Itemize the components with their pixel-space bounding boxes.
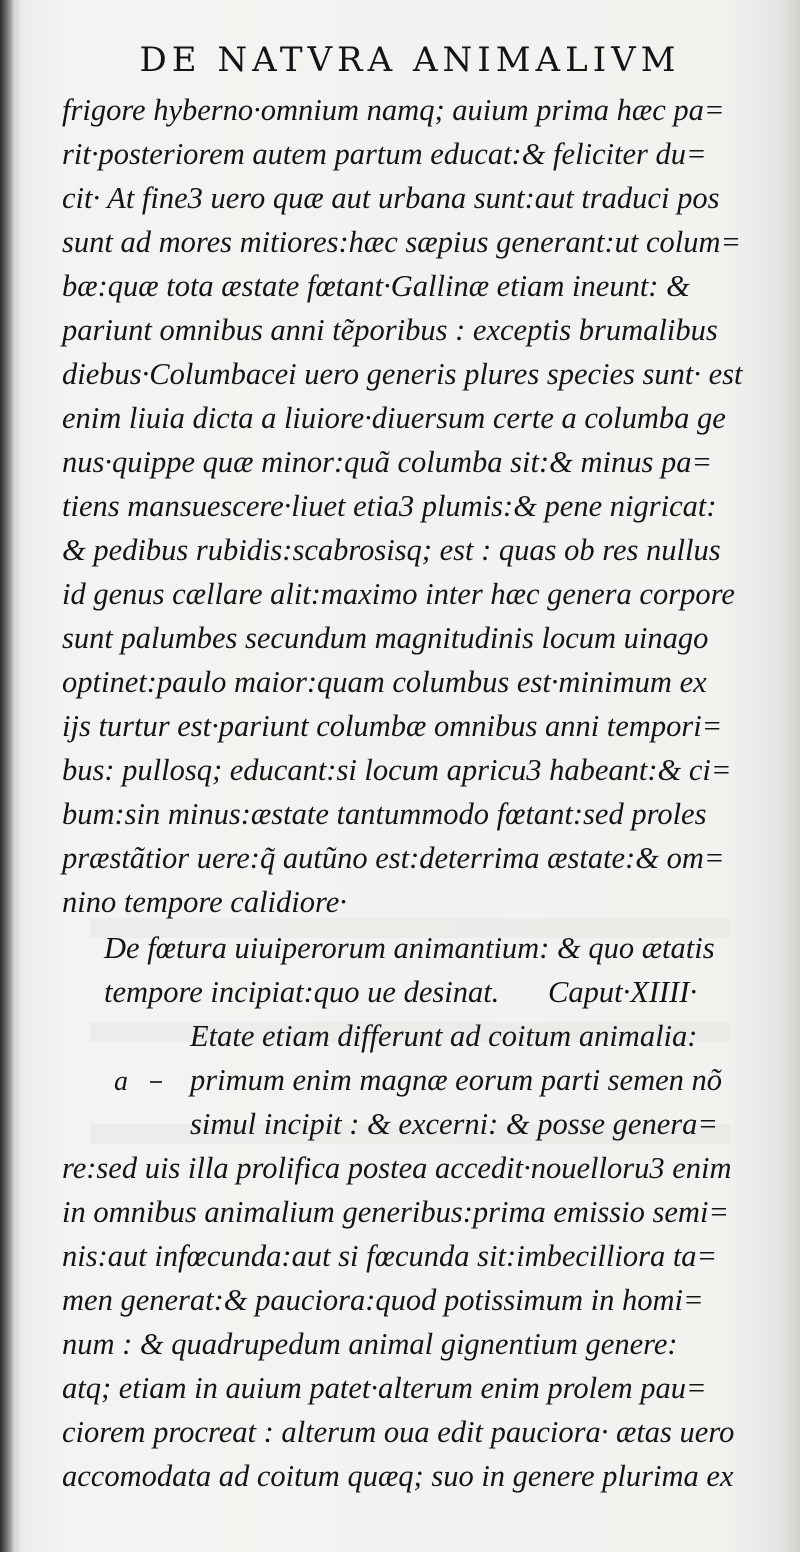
text-line: nino tempore calidiore· (62, 885, 347, 919)
text-line: bæ:quæ tota æstate fœtant·Gallinæ etiam ineunt: & (62, 269, 690, 303)
text-line: id genus cællare alit:maximo inter hæc genera corpore (62, 577, 735, 611)
text-line: præstãtior uere:q̃ autũno est:deterrima æstate:& om= (62, 841, 725, 875)
text-line: primum enim magnæ eorum parti semen nõ (190, 1063, 723, 1097)
text-line: ciorem procreat : alterum oua edit pauciora· ætas uero (62, 1415, 735, 1449)
text-line: simul incipit : & excerni: & posse genera= (190, 1107, 718, 1141)
text-line: & pedibus rubidis:scabrosisq; est : quas ob res nullus (62, 533, 721, 567)
text-line: bum:sin minus:æstate tantummodo fœtant:sed proles (62, 797, 707, 831)
text-line: diebus·Columbacei uero generis plures species sunt· est (62, 357, 743, 391)
running-head: DE NATVRA ANIMALIVM (139, 40, 681, 80)
text-line: bus: pullosq; educant:si locum apricu3 habeant:& ci= (62, 753, 732, 787)
text-line: men generat:& pauciora:quod potissimum in homi= (62, 1283, 704, 1317)
text-line: tiens mansuescere·liuet etia3 plumis:& pene nigricat: (62, 489, 717, 523)
text-line: num : & quadrupedum animal gignentium genere: (62, 1327, 678, 1361)
chapter-heading-line: tempore incipiat:quo ue desinat. (104, 975, 500, 1009)
chapter-heading-line: De fœtura uiuiperorum animantium: & quo ætatis (104, 931, 715, 965)
marginal-dash (150, 1081, 162, 1083)
text-line: nus·quippe quæ minor:quã columba sit:& minus pa= (62, 445, 713, 479)
text-line: sunt ad mores mitiores:hæc sæpius generant:ut colum= (62, 225, 742, 259)
chapter-number: Caput·XIIII· (548, 975, 698, 1009)
text-line: in omnibus animalium generibus:prima emissio semi= (62, 1195, 729, 1229)
text-line: accomodata ad coitum quæq; suo in genere plurima ex (62, 1459, 734, 1493)
text-line: enim liuia dicta a liuiore·diuersum certe a columba ge (62, 401, 726, 435)
text-line: optinet:paulo maior:quam columbus est·minimum ex (62, 665, 707, 699)
text-line: sunt palumbes secundum magnitudinis locum uinago (62, 621, 709, 655)
text-line: ijs turtur est·pariunt columbæ omnibus anni tempori= (62, 709, 723, 743)
text-line: cit· At fine3 uero quæ aut urbana sunt:aut traduci pos (62, 181, 720, 215)
marginal-note: a (114, 1066, 128, 1097)
text-line: re:sed uis illa prolifica postea accedit·nouelloru3 enim (62, 1151, 732, 1185)
text-line: rit·posteriorem autem partum educat:& feliciter du= (62, 137, 707, 171)
text-line: nis:aut infœcunda:aut si fœcunda sit:imbecilliora ta= (62, 1239, 718, 1273)
text-line: pariunt omnibus anni tẽporibus : exceptis brumalibus (62, 313, 718, 347)
text-line: frigore hyberno·omnium namq; auium prima hæc pa= (62, 93, 725, 127)
text-line: atq; etiam in auium patet·alterum enim prolem pau= (62, 1371, 707, 1405)
text-line: Etate etiam differunt ad coitum animalia: (190, 1019, 698, 1053)
page-gutter-shadow (0, 0, 14, 1552)
